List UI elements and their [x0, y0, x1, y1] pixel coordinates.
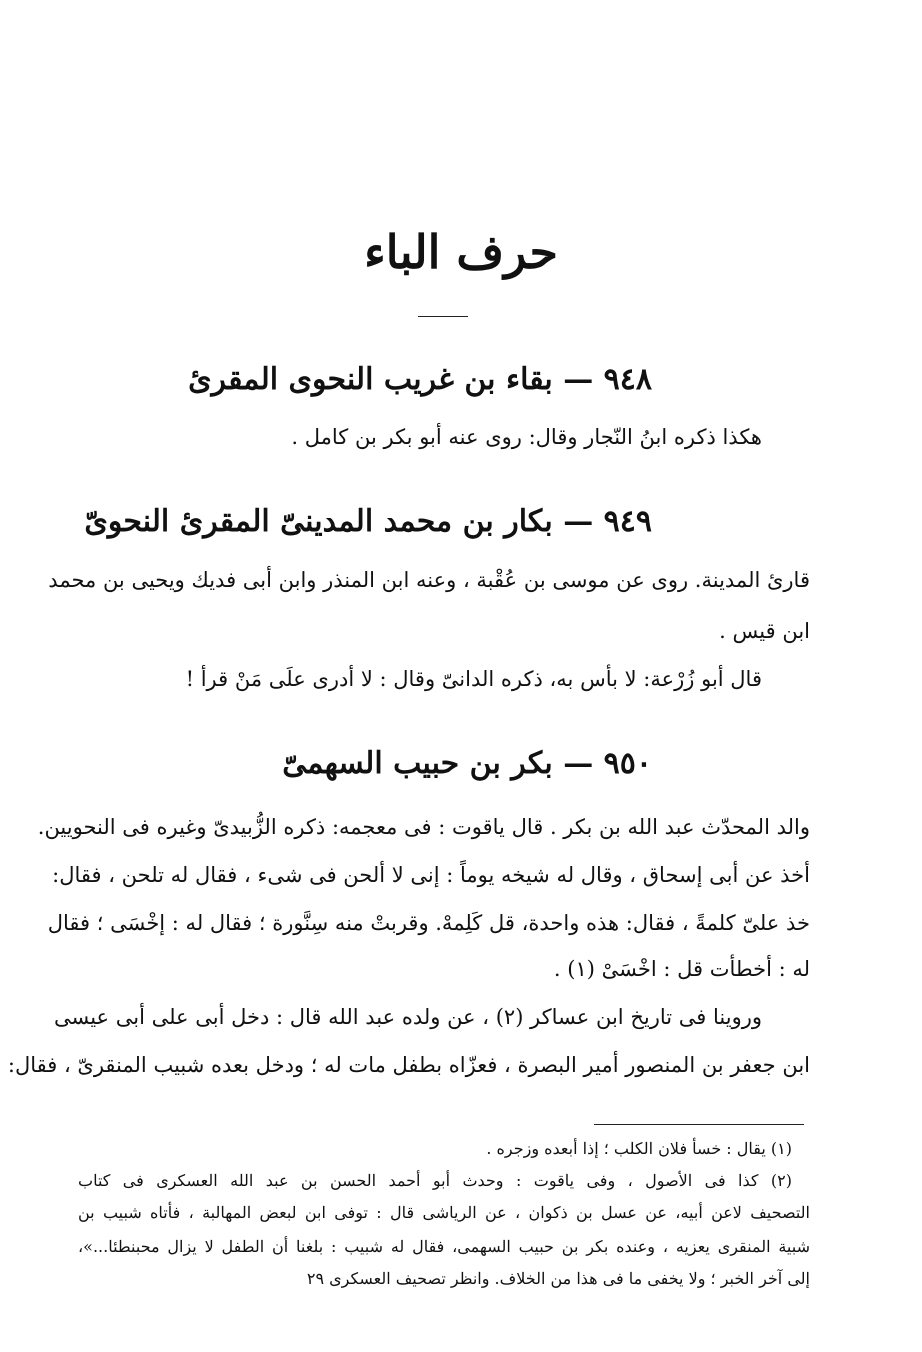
footnote-2-line-2: التصحيف لاعن أبيه، عن عسل بن ذكوان ، عن الرياشى قال : توفى ابن لبعض المهالبة ، فأتاه شبيب بن	[78, 1203, 810, 1222]
entry-title-949: ٩٤٩ — بكار بن محمد المدينىّ المقرئ النحوىّ	[84, 504, 652, 539]
entry-948-line-1: هكذا ذكره ابنُ النّجار وقال: روى عنه أبو بكر بن كامل .	[291, 425, 762, 449]
entry-number: ٩٤٨	[603, 362, 652, 397]
entry-number: ٩٤٩	[603, 504, 652, 539]
heading-rule	[418, 316, 468, 317]
entry-name: بكار بن محمد المدينىّ المقرئ النحوىّ	[84, 504, 553, 539]
entry-949-line-3: قال أبو زُرْعة: لا بأس به، ذكره الدانىّ وقال : لا أدرى علَى مَنْ قرأ !	[185, 667, 762, 691]
entry-950-line-2: أخذ عن أبى إسحاق ، وقال له شيخه يوماً : إنى لا ألحن فى شىء ، فقال له تلحن ، فقال:	[52, 863, 810, 887]
chapter-heading: حرف الباء	[364, 225, 558, 279]
entry-title-948: ٩٤٨ — بقاء بن غريب النحوى المقرئ	[188, 362, 652, 397]
entry-title-950: ٩٥٠ — بكر بن حبيب السهمىّ	[282, 746, 652, 781]
entry-950-line-4: له : أخطأت قل : اخْسَىْ (١) .	[553, 957, 810, 981]
entry-number: ٩٥٠	[603, 746, 652, 781]
entry-950-line-6: ابن جعفر بن المنصور أمير البصرة ، فعزّاه بطفل مات له ؛ ودخل بعده شبيب المنقرىّ ، فقال:	[7, 1053, 810, 1077]
entry-949-line-1: قارئ المدينة. روى عن موسى بن عُقْبة ، وعنه ابن المنذر وابن أبى فديك ويحيى بن محمد	[48, 568, 810, 592]
entry-name: بكر بن حبيب السهمىّ	[282, 746, 553, 781]
footnote-2-line-3: شبية المنقرى يعزيه ، وعنده بكر بن حبيب السهمى، فقال له شبيب : بلغنا أن الطفل لا يزال محبنطئا...»،	[78, 1237, 810, 1256]
entry-950-line-5: وروينا فى تاريخ ابن عساكر (٢) ، عن ولده عبد الله قال : دخل أبى على أبى عيسى	[53, 1005, 762, 1029]
entry-949-line-2: ابن قيس .	[719, 619, 810, 643]
entry-name: بقاء بن غريب النحوى المقرئ	[188, 362, 553, 397]
footnote-rule	[594, 1124, 804, 1125]
entry-950-line-1: والد المحدّث عبد الله بن بكر . قال ياقوت : فى معجمه: ذكره الزُّبيدىّ وغيره فى النحويين.	[37, 815, 810, 839]
entry-950-line-3: خذ علىّ كلمةً ، فقال: هذه واحدة، قل كَلِمهْ. وقربتْ منه سِنَّورة ؛ فقال له : إخْسَى ؛ فقال	[47, 911, 810, 935]
footnote-1: (١) يقال : خسأ فلان الكلب ؛ إذا أبعده وزجره .	[486, 1139, 792, 1158]
footnote-2-line-1: (٢) كذا فى الأصول ، وفى ياقوت : وحدث أبو أحمد الحسن بن عبد الله العسكرى فى كتاب	[78, 1171, 792, 1190]
footnote-2-line-4: إلى آخر الخبر ؛ ولا يخفى ما فى هذا من الخلاف. وانظر تصحيف العسكرى ٢٩	[306, 1269, 810, 1288]
